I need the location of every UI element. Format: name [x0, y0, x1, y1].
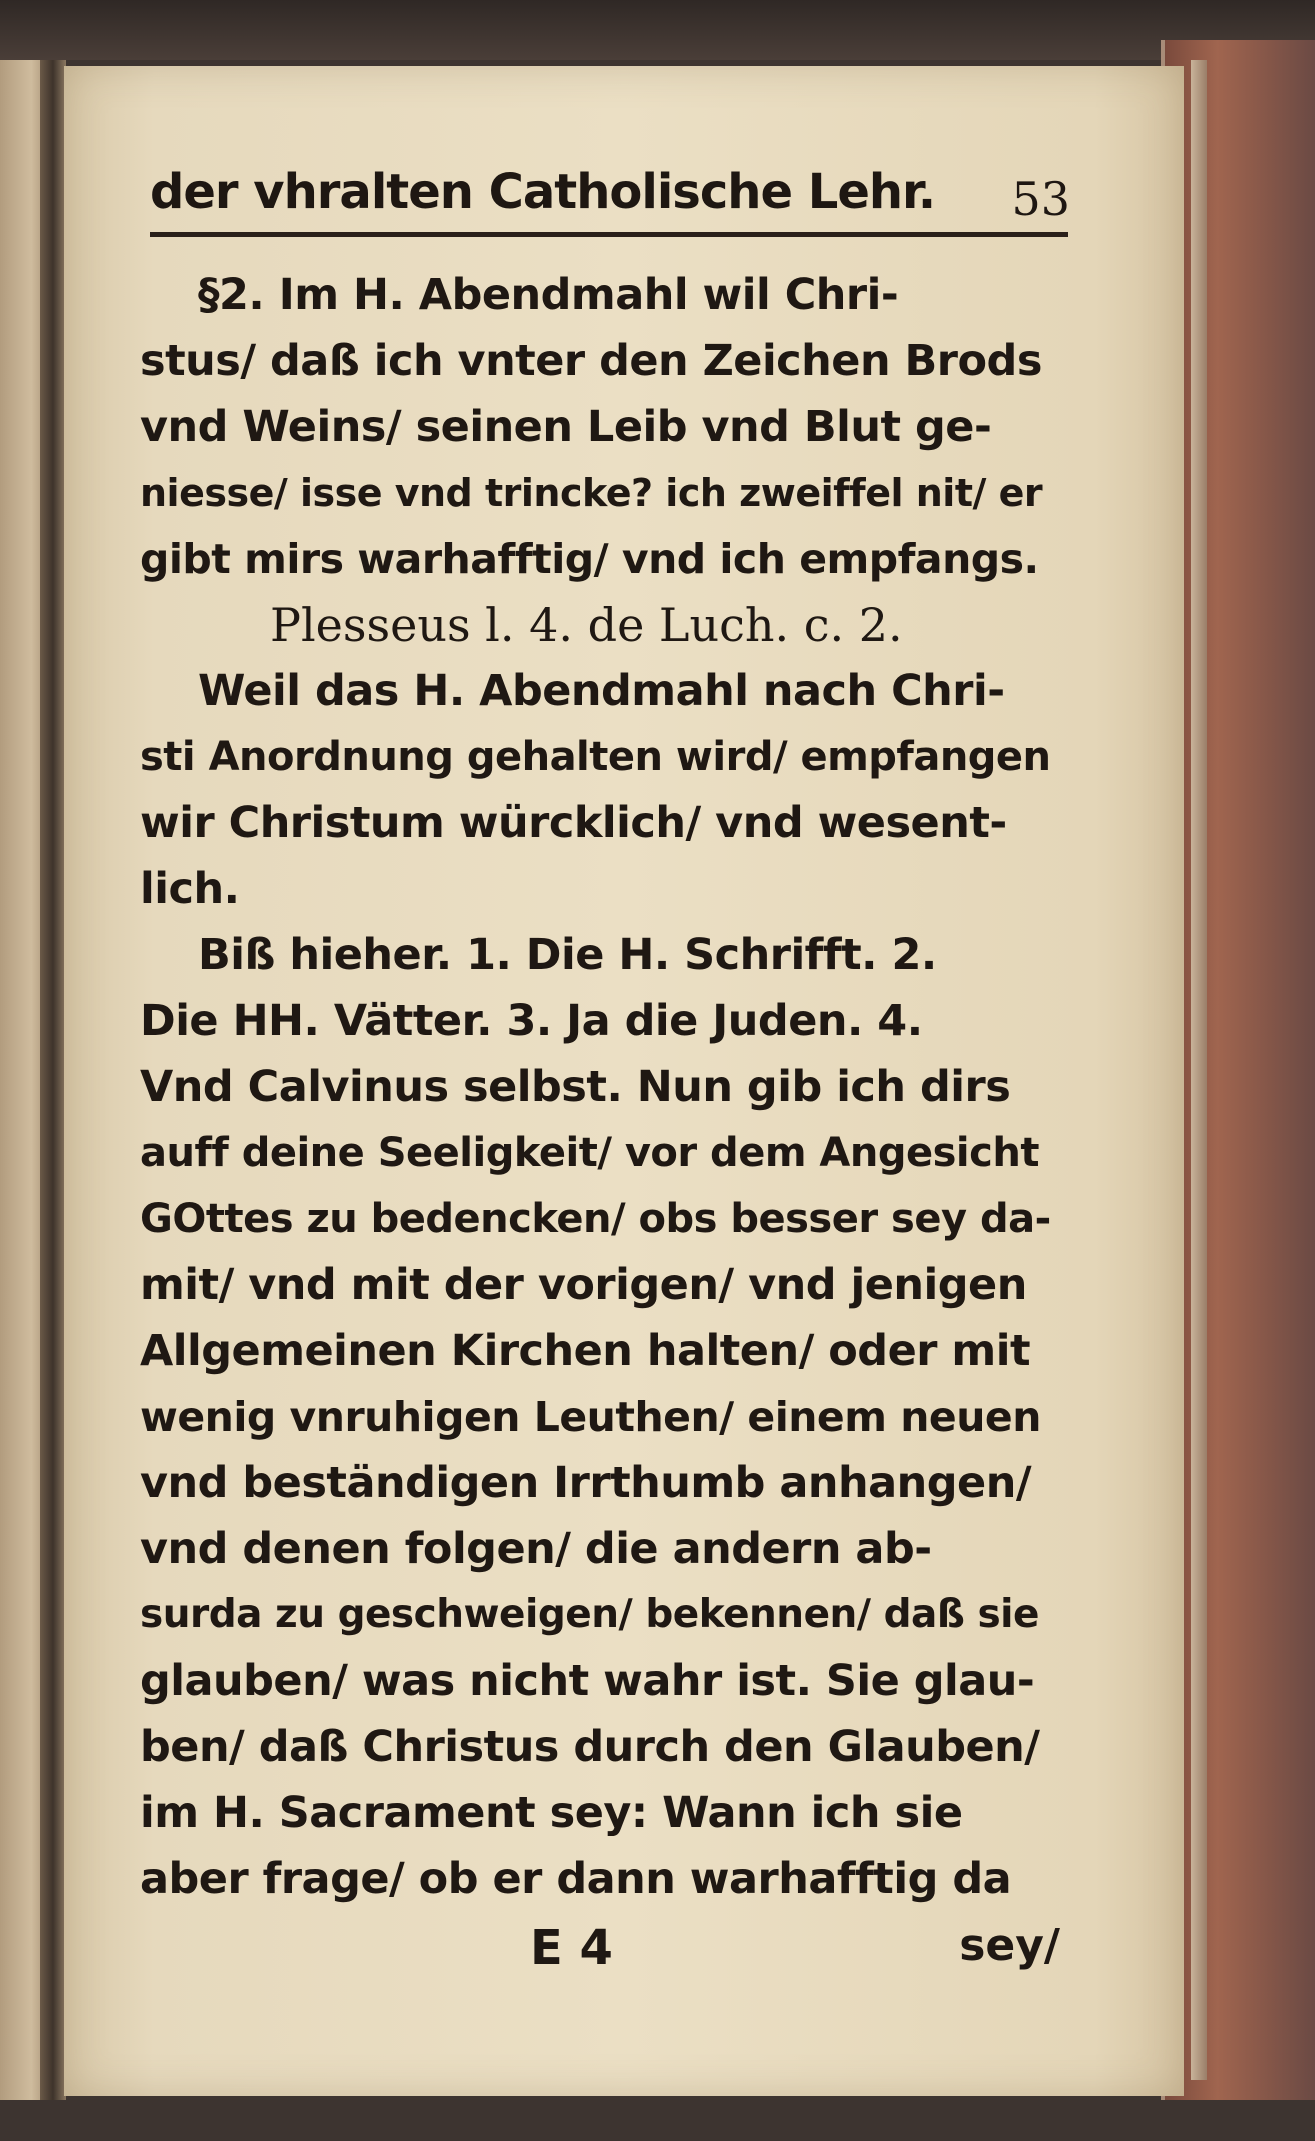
text-line: Allgemeinen Kirchen halten/ oder mit: [140, 1326, 1031, 1376]
text-line: Weil das H. Abendmahl nach Chri-: [198, 666, 1005, 716]
text-line: ben/ daß Christus durch den Glauben/: [140, 1722, 1040, 1772]
text-line: GOttes zu bedencken/ obs besser sey da-: [140, 1196, 1051, 1242]
text-line: Die HH. Vätter. 3. Ja die Juden. 4.: [140, 996, 923, 1046]
text-line: Vnd Calvinus selbst. Nun gib ich dirs: [140, 1062, 1011, 1112]
text-line: wir Christum würcklich/ vnd wesent-: [140, 798, 1007, 848]
book-gutter: [40, 60, 66, 2100]
binding-top: [0, 0, 1315, 60]
text-line: sti Anordnung gehalten wird/ empfangen: [140, 734, 1051, 780]
text-line: surda zu geschweigen/ bekennen/ daß sie: [140, 1592, 1039, 1637]
page-header: [150, 150, 1070, 240]
running-head: der vhralten Catholische Lehr.: [150, 164, 936, 220]
text-line: aber frage/ ob er dann warhafftig da: [140, 1854, 1012, 1904]
catchword: sey/: [959, 1920, 1060, 1971]
text-line: glauben/ was nicht wahr ist. Sie glau-: [140, 1656, 1035, 1706]
page-footer: [140, 1920, 1060, 1990]
page-number: 53: [1011, 172, 1070, 226]
text-line: gibt mirs warhafftig/ vnd ich empfangs.: [140, 535, 1039, 583]
text-line: im H. Sacrament sey: Wann ich sie: [140, 1788, 963, 1838]
text-line: mit/ vnd mit der vorigen/ vnd jenigen: [140, 1260, 1027, 1310]
text-line: stus/ daß ich vnter den Zeichen Brods: [140, 336, 1042, 386]
text-line: vnd denen folgen/ die andern ab-: [140, 1524, 932, 1574]
text-line: lich.: [140, 864, 240, 914]
page-block-edge: [1191, 60, 1207, 2080]
text-line: Plesseus l. 4. de Luch. c. 2.: [270, 598, 903, 652]
text-line: niesse/ isse vnd trincke? ich zweiffel nit/ er: [140, 471, 1043, 515]
book-cover-edge: [1161, 40, 1315, 2100]
text-line: §2. Im H. Abendmahl wil Chri-: [198, 270, 899, 320]
signature-mark: E 4: [530, 1920, 613, 1976]
body-text: [140, 262, 1060, 1912]
text-line: vnd Weins/ seinen Leib vnd Blut ge-: [140, 402, 992, 452]
text-line: Biß hieher. 1. Die H. Schrifft. 2.: [198, 930, 937, 980]
header-rule: [150, 232, 1068, 237]
text-line: vnd beständigen Irrthumb anhangen/: [140, 1458, 1032, 1508]
text-line: auff deine Seeligkeit/ vor dem Angesicht: [140, 1130, 1039, 1176]
text-line: wenig vnruhigen Leuthen/ einem neuen: [140, 1393, 1041, 1441]
